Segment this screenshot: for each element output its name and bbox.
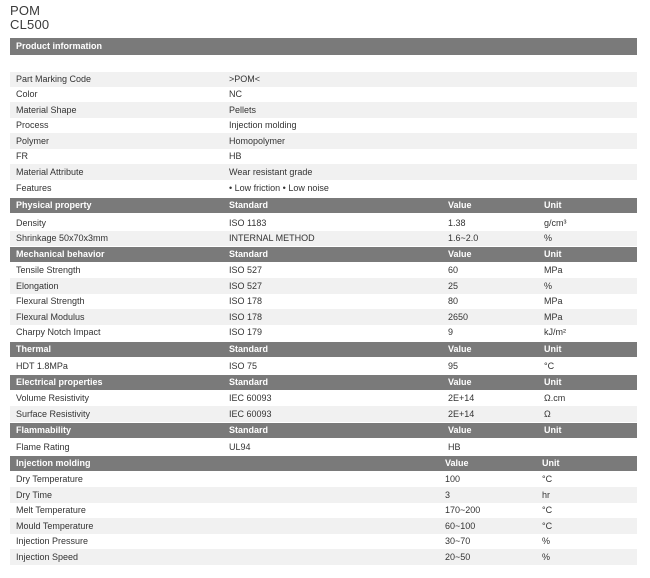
row-value: HB [448,442,461,452]
table-row [10,487,637,503]
table-row [10,72,637,87]
row-property: Charpy Notch Impact [16,327,101,337]
row-value: • Low friction • Low noise [229,183,329,193]
row-standard: IEC 60093 [229,393,272,403]
row-unit: °C [542,505,553,515]
row-standard: ISO 527 [229,281,263,291]
row-unit: % [544,281,553,291]
table-row [10,149,637,164]
row-property: Injection Pressure [16,536,89,546]
column-unit: Unit [544,377,562,387]
table-row [10,439,637,455]
column-unit: Unit [544,249,562,259]
row-standard: ISO 179 [229,327,263,337]
section-header-electrical [10,375,637,390]
table-row [10,215,637,231]
row-value: 9 [448,327,454,337]
column-standard: Standard [229,200,269,210]
row-value: Homopolymer [229,136,286,146]
section-header-mechanical [10,247,637,262]
table-row [10,358,637,374]
material-name: POM [10,3,41,18]
row-value: 1.6~2.0 [448,233,479,243]
row-value: 2E+14 [448,393,475,403]
table-row [10,503,637,518]
section-title: Mechanical behavior [16,249,105,259]
row-value: Injection molding [229,120,297,130]
table-row [10,309,637,325]
table-row [10,278,637,294]
row-value: 60~100 [445,521,476,531]
section-title: Physical property [16,200,92,210]
row-property: Flexural Modulus [16,312,85,322]
row-unit: MPa [544,312,563,322]
column-unit: Unit [544,425,562,435]
table-row [10,87,637,102]
table-row [10,472,637,487]
table-row [10,164,637,180]
table-row [10,549,637,565]
table-row [10,102,637,118]
row-unit: kJ/m² [544,327,566,337]
row-property: Shrinkage 50x70x3mm [16,233,109,243]
column-standard: Standard [229,344,269,354]
row-label: Features [16,183,52,193]
row-standard: ISO 178 [229,296,263,306]
row-property: Tensile Strength [16,265,81,275]
column-value: Value [448,377,472,387]
row-property: Flame Rating [16,442,70,452]
row-value: Pellets [229,105,257,115]
section-title: Electrical properties [16,377,103,387]
row-value: >POM< [229,74,261,84]
row-standard: ISO 178 [229,312,263,322]
row-value: 1.38 [448,218,466,228]
table-row [10,294,637,309]
row-unit: Ω.cm [544,393,566,403]
row-property: Dry Temperature [16,474,83,484]
row-value: 30~70 [445,536,471,546]
column-value: Value [448,200,472,210]
row-value: 2650 [448,312,469,322]
row-unit: MPa [544,265,563,275]
section-title: Flammability [16,425,72,435]
row-value: 3 [445,490,451,500]
row-property: Volume Resistivity [16,393,90,403]
section-title: Thermal [16,344,52,354]
row-property: Elongation [16,281,59,291]
row-property: Injection Speed [16,552,79,562]
row-label: FR [16,151,28,161]
row-value: HB [229,151,242,161]
table-row [10,325,637,340]
grade-name: CL500 [10,17,50,32]
row-property: Dry Time [16,490,52,500]
table-row [10,133,637,149]
row-label: Color [16,89,38,99]
row-unit: hr [542,490,551,500]
row-unit: % [542,552,551,562]
row-value: 95 [448,361,459,371]
row-unit: MPa [544,296,563,306]
row-value: Wear resistant grade [229,167,313,177]
section-header-product-info [10,38,637,55]
row-unit: °C [544,361,555,371]
row-unit: % [544,233,553,243]
row-label: Material Attribute [16,167,84,177]
row-property: Mould Temperature [16,521,94,531]
row-property: Flexural Strength [16,296,85,306]
row-label: Process [16,120,49,130]
table-row [10,406,637,422]
column-unit: Unit [542,458,560,468]
column-value: Value [448,249,472,259]
section-header-flammability [10,423,637,438]
row-property: HDT 1.8MPa [16,361,68,371]
row-standard: UL94 [229,442,251,452]
table-row [10,518,637,534]
row-unit: % [542,536,551,546]
row-standard: IEC 60093 [229,409,272,419]
row-value: 25 [448,281,459,291]
column-standard: Standard [229,377,269,387]
section-title: Product information [16,41,102,51]
row-standard: ISO 75 [229,361,258,371]
column-value: Value [448,344,472,354]
row-unit: Ω [544,409,551,419]
row-label: Polymer [16,136,50,146]
row-property: Surface Resistivity [16,409,91,419]
column-value: Value [445,458,469,468]
column-standard: Standard [229,425,269,435]
row-standard: INTERNAL METHOD [229,233,315,243]
row-unit: g/cm³ [544,218,567,228]
column-unit: Unit [544,200,562,210]
section-header-physical [10,198,637,213]
row-unit: °C [542,521,553,531]
row-value: 170~200 [445,505,481,515]
row-value: 2E+14 [448,409,475,419]
row-standard: ISO 527 [229,265,263,275]
row-value: 100 [445,474,461,484]
table-row [10,391,637,406]
table-row [10,118,637,133]
row-standard: ISO 1183 [229,218,267,228]
column-standard: Standard [229,249,269,259]
table-row [10,534,637,549]
row-label: Material Shape [16,105,77,115]
row-value: 20~50 [445,552,471,562]
section-header-thermal [10,342,637,357]
table-row [10,263,637,278]
row-property: Melt Temperature [16,505,86,515]
column-value: Value [448,425,472,435]
table-row [10,180,637,196]
table-row [10,231,637,246]
row-value: 80 [448,296,459,306]
section-title: Injection molding [16,458,91,468]
row-unit: °C [542,474,553,484]
row-property: Density [16,218,47,228]
row-value: 60 [448,265,459,275]
row-value: NC [229,89,242,99]
row-label: Part Marking Code [16,74,92,84]
column-unit: Unit [544,344,562,354]
section-header-injection [10,456,637,471]
